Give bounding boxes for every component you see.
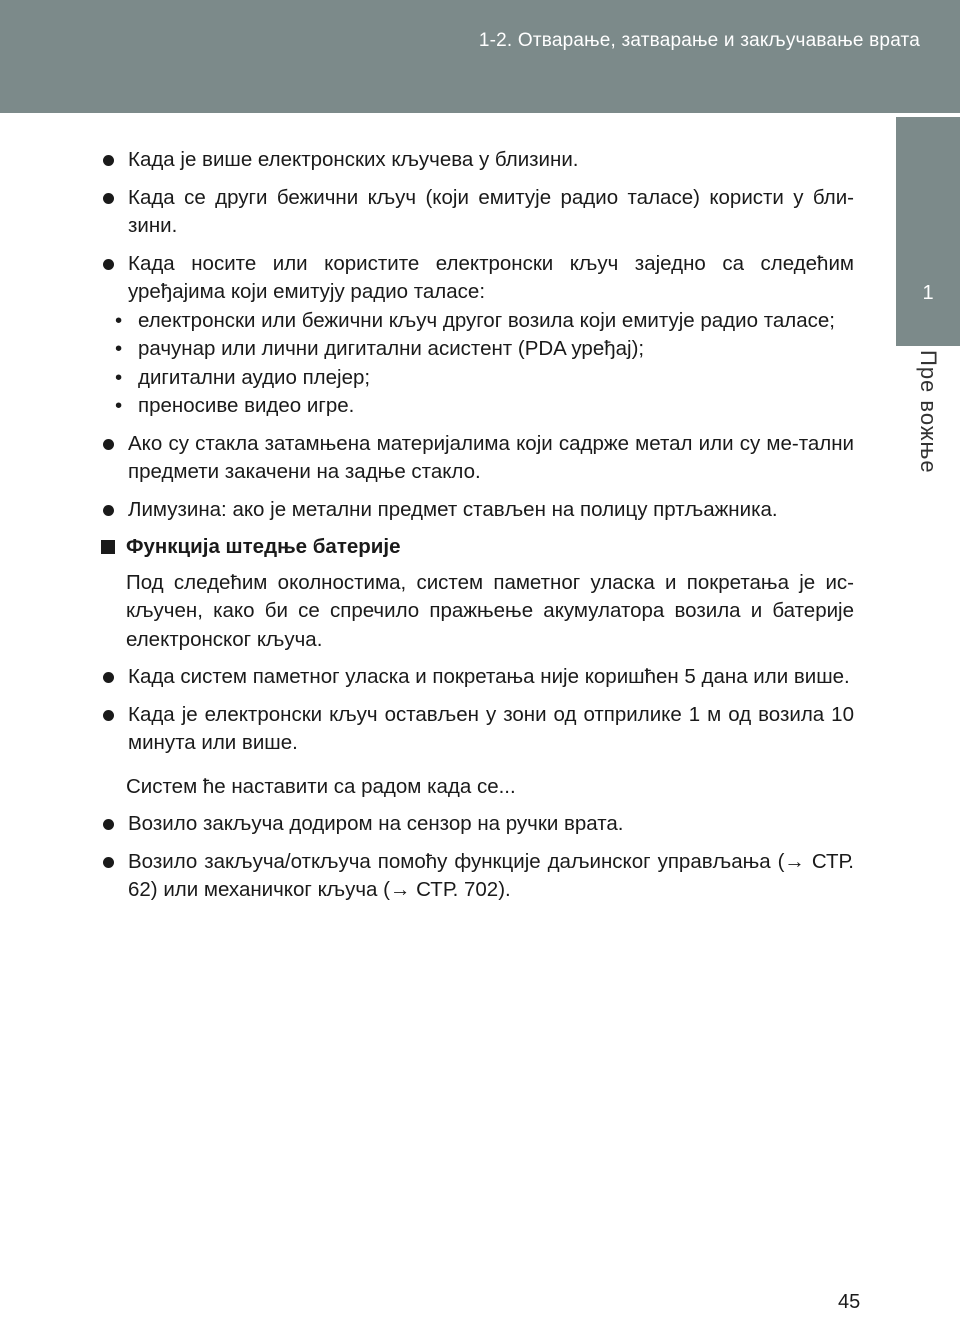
list-item: Ако су стакла затамњена материјалима који садрже метал или су ме-тални предмети закачени на задње стакло. xyxy=(98,430,854,487)
list-item: Када је више електронских кључева у близини. xyxy=(98,146,854,175)
sub-list-item: • дигитални аудио плејер; xyxy=(98,364,854,393)
page-number: 45 xyxy=(838,1291,861,1313)
header-title: 1-2. Отварање, затварање и закључавање врата xyxy=(478,30,920,51)
chapter-tab xyxy=(896,113,960,346)
chapter-label: Пре вожње xyxy=(916,350,941,474)
list-item: Лимузина: ако је метални предмет стављен на полицу пртљажника. xyxy=(98,496,854,525)
sub-list-item: • електронски или бежични кључ другог возила који емитује радио таласе; xyxy=(98,307,854,336)
chapter-tab-divider xyxy=(896,113,960,117)
list-item: Возило закључа додиром на сензор на ручки врата. xyxy=(98,810,854,839)
resume-text: Систем ће наставити са радом када се... xyxy=(126,774,516,798)
sub-list-item: • преносиве видео игре. xyxy=(98,392,854,421)
section-title: Функција штедње батерије xyxy=(98,533,854,562)
sub-list-item: • рачунар или лични дигитални асистент (PDA уређај); xyxy=(98,335,854,364)
list-item: Када је електронски кључ остављен у зони од отприлике 1 м од возила 10 минута или више. xyxy=(98,701,854,758)
list-item: Када носите или користите електронски кључ заједно са следећим уређајима који емитују радио таласе: xyxy=(98,250,854,307)
list-item: Када се други бежични кључ (који емитује радио таласе) користи у бли-зини. xyxy=(98,184,854,241)
page-header xyxy=(0,0,960,113)
section-intro: Под следећим околностима, систем паметног уласка и покретања је ис-кључен, како би се спречило пражњење акумулатора возила и батерије електронског кључа. xyxy=(126,570,854,651)
page-content xyxy=(98,146,854,914)
list-item: Возило закључа/откључа помоћу функције даљинског управљања (→ СТР. 62) или механичког кључа (→ СТР. 702). xyxy=(98,848,854,905)
chapter-number: 1 xyxy=(922,282,934,304)
list-item: Када систем паметног уласка и покретања није коришћен 5 дана или више. xyxy=(98,663,854,692)
